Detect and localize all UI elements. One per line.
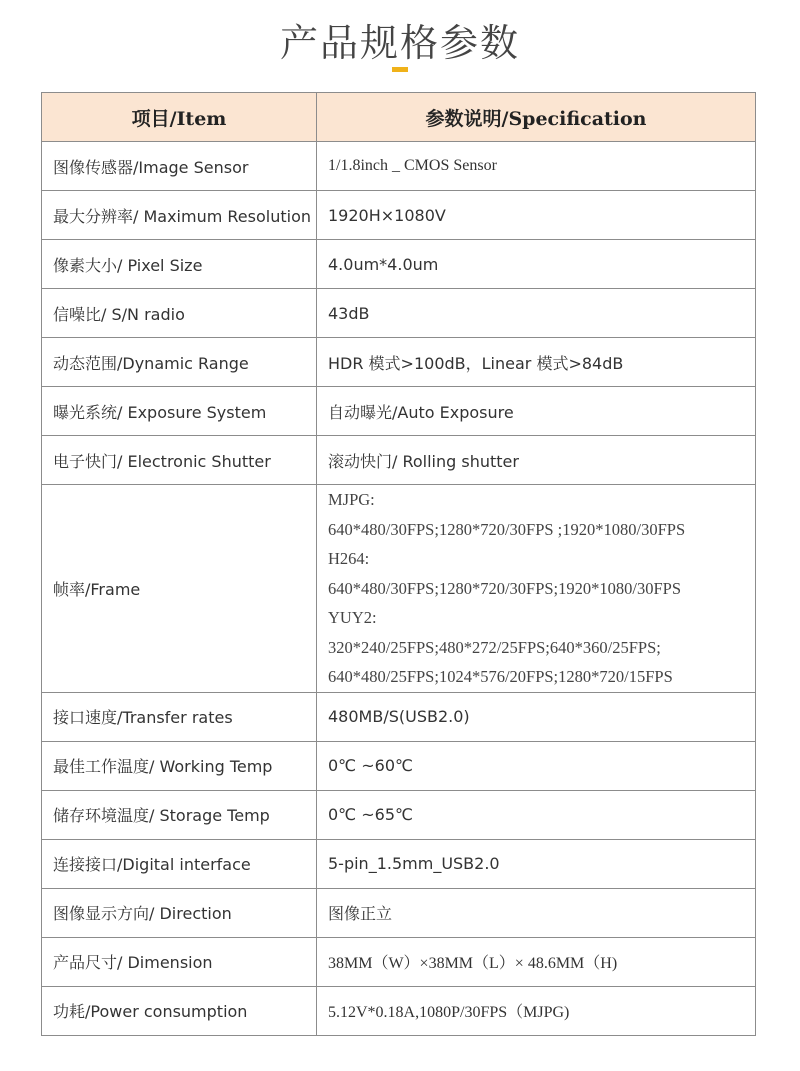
table-row (42, 240, 756, 289)
row-item-label: 帧率/Frame (42, 485, 317, 693)
title-accent-bar (392, 67, 408, 72)
table-row (42, 436, 756, 485)
table-row (42, 289, 756, 338)
row-spec-value: 38MM（W）×38MM（L）× 48.6MM（H) (317, 937, 756, 986)
frame-rates-line: 640*480/30FPS;1280*720/30FPS;1920*1080/30FPS (328, 578, 682, 598)
frame-rates-line: 320*240/25FPS;480*272/25FPS;640*360/25FPS; (328, 637, 661, 657)
row-item-label: 动态范围/Dynamic Range (42, 338, 317, 387)
row-spec-value: 5-pin_1.5mm_USB2.0 (317, 839, 756, 888)
table-row (42, 790, 756, 839)
row-spec-value: 5.12V*0.18A,1080P/30FPS（MJPG) (317, 986, 756, 1035)
row-spec-value: 0℃ ~65℃ (317, 790, 756, 839)
frame-format-label: H264: (328, 549, 370, 568)
frame-rates-line: 640*480/30FPS;1280*720/30FPS ;1920*1080/30FPS (328, 519, 686, 539)
table-row (42, 142, 756, 191)
table-row (42, 937, 756, 986)
frame-rates-line: 640*480/25FPS;1024*576/20FPS;1280*720/15FPS (328, 667, 673, 686)
row-spec-value: 1920H×1080V (317, 191, 756, 240)
row-item-label: 像素大小/ Pixel Size (42, 240, 317, 289)
table-row (42, 692, 756, 741)
row-item-label: 连接接口/Digital interface (42, 839, 317, 888)
page-title: 产品规格参数 (279, 21, 520, 65)
row-item-label: 功耗/Power consumption (42, 986, 317, 1035)
row-spec-value: 0℃ ~60℃ (317, 741, 756, 790)
table-row-frame (42, 485, 756, 693)
table-row (42, 986, 756, 1035)
row-item-label: 信噪比/ S/N radio (42, 289, 317, 338)
spec-table (41, 92, 756, 1036)
table-row (42, 387, 756, 436)
row-spec-value: 滚动快门/ Rolling shutter (317, 436, 756, 485)
row-spec-value: 480MB/S(USB2.0) (317, 692, 756, 741)
table-row (42, 839, 756, 888)
row-item-label: 图像显示方向/ Direction (42, 888, 317, 937)
table-row (42, 888, 756, 937)
row-item-label: 曝光系统/ Exposure System (42, 387, 317, 436)
frame-format-label: MJPG: (328, 490, 375, 509)
row-spec-value: 1/1.8inch _ CMOS Sensor (317, 142, 756, 191)
table-row (42, 191, 756, 240)
row-item-label: 图像传感器/Image Sensor (42, 142, 317, 191)
row-spec-value: 43dB (317, 289, 756, 338)
header-specification: 参数说明/Specification (317, 93, 756, 142)
table-row (42, 338, 756, 387)
header-item: 项目/Item (42, 93, 317, 142)
row-spec-value: HDR 模式>100dB，Linear 模式>84dB (317, 338, 756, 387)
frame-format-label: YUY2: (328, 608, 377, 627)
table-row (42, 741, 756, 790)
row-spec-value: 图像正立 (317, 888, 756, 937)
row-item-label: 储存环境温度/ Storage Temp (42, 790, 317, 839)
table-header-row (42, 93, 756, 142)
row-item-label: 最大分辨率/ Maximum Resolution (42, 191, 317, 240)
row-spec-value: 自动曝光/Auto Exposure (317, 387, 756, 436)
row-spec-frame-list (317, 485, 756, 693)
row-item-label: 电子快门/ Electronic Shutter (42, 436, 317, 485)
row-item-label: 接口速度/Transfer rates (42, 692, 317, 741)
row-item-label: 产品尺寸/ Dimension (42, 937, 317, 986)
row-item-label: 最佳工作温度/ Working Temp (42, 741, 317, 790)
row-spec-value: 4.0um*4.0um (317, 240, 756, 289)
